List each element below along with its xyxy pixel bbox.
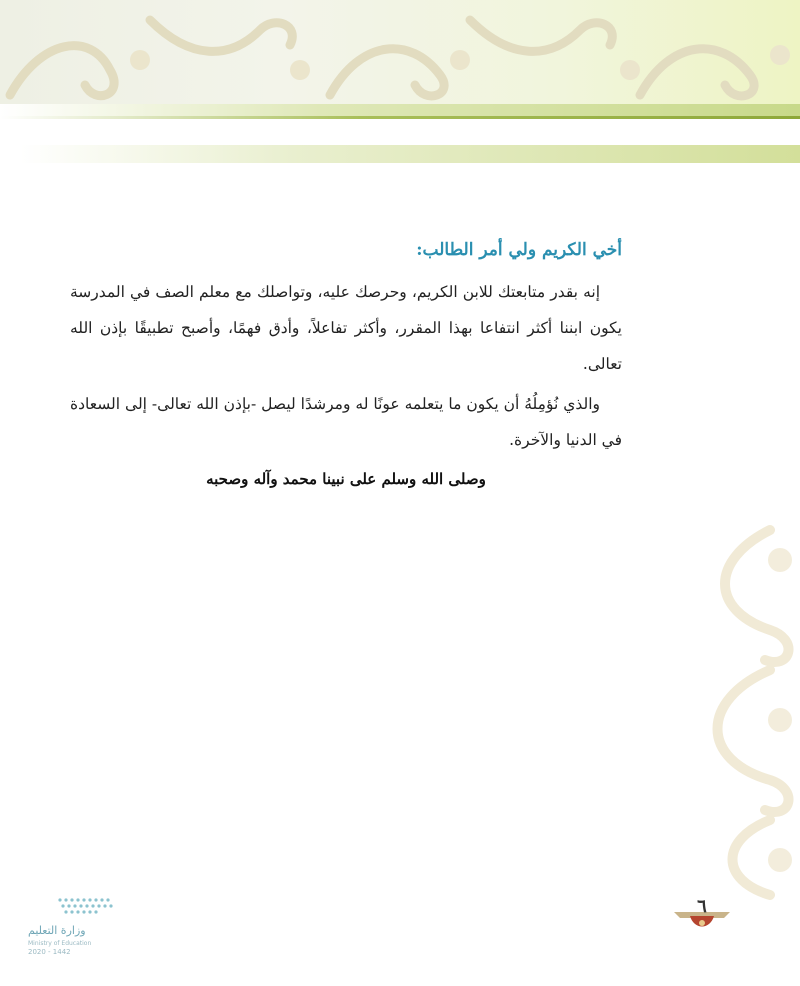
letter-greeting: أخي الكريم ولي أمر الطالب: [416, 240, 622, 260]
page-number: ٦ [697, 896, 707, 917]
paragraph-1: إنه بقدر متابعتك للابن الكريم، وحرصك عليه، وتواصلك مع معلم الصف في المدرسة يكون ابننا أكثر انتفاعا بهذا المقرر، وأكثر تفاعلاً، وأدق فهمًا، وأصبح تطبيقًا بإذن الله تعالى. [70, 283, 622, 373]
header-ornament-band [0, 0, 800, 118]
paragraph-2: والذي نُؤمِلُهُ أن يكون ما يتعلمه عونًا له ومرشدًا ليصل -بإذن الله تعالى- إلى السعادة في الدنيا والآخرة. [70, 395, 622, 449]
letter-content [70, 240, 622, 503]
ministry-name-ar: وزارة التعليم [28, 924, 86, 937]
ministry-name-en: Ministry of Education [28, 940, 92, 947]
ministry-year: 2020 - 1442 [28, 948, 71, 956]
header-divider-line [0, 116, 800, 119]
page-number-block [672, 896, 732, 936]
sub-header-band [20, 145, 800, 163]
floral-ornament [0, 0, 800, 118]
ministry-logo-dots-icon [56, 896, 120, 918]
closing-blessing: وصلى الله وسلم على نبينا محمد وآله وصحبه [206, 470, 486, 488]
side-floral-ornament [670, 520, 800, 900]
ministry-logo [28, 896, 128, 966]
